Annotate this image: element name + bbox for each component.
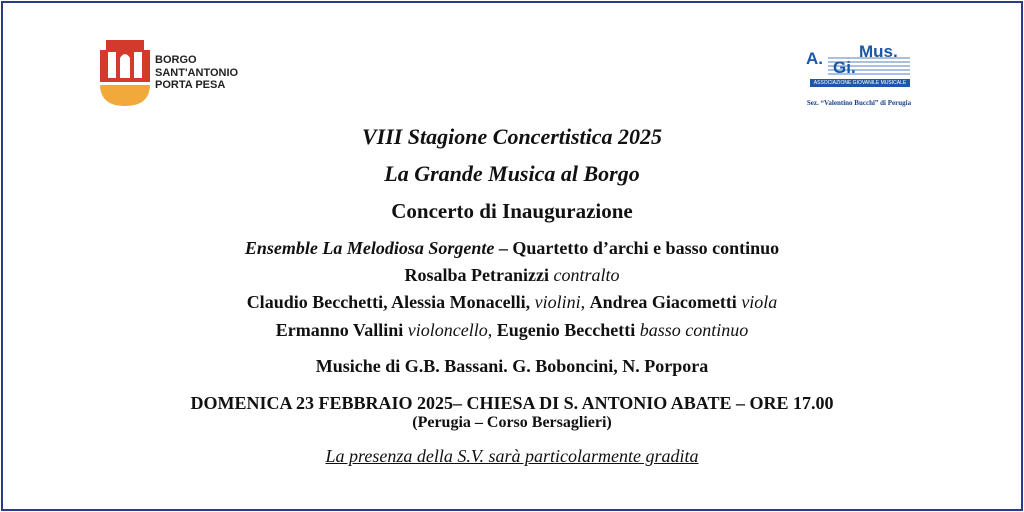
singer-role: contralto	[548, 265, 620, 285]
cellist-name: Ermanno Vallini	[275, 320, 404, 340]
violist-role: viola	[736, 292, 778, 312]
bass-player-role: basso continuo	[635, 320, 749, 340]
violist-name: Andrea Giacometti	[589, 292, 737, 312]
borgo-logo-line: SANT'ANTONIO	[155, 66, 239, 79]
borgo-logo	[98, 38, 258, 110]
agimus-gi: Gi.	[833, 58, 856, 77]
event-location: (Perugia – Corso Bersaglieri)	[412, 414, 612, 431]
closing-line	[0, 446, 1024, 467]
borgo-logo-text	[155, 54, 238, 92]
separator: ,	[487, 320, 497, 340]
agimus-section: Sez. “Valentino Bucchi” di Perugia	[806, 99, 912, 107]
separator: ,	[580, 292, 590, 312]
ensemble-description: – Quartetto d’archi e basso continuo	[494, 238, 780, 258]
program-line: Musiche di G.B. Bassani. G. Boboncini, N. Porpora	[315, 356, 709, 376]
ensemble-line	[0, 238, 1024, 259]
agimus-mark	[806, 40, 910, 92]
agimus-band: ASSOCIAZIONE GIOVANILE MUSICALE	[810, 79, 910, 87]
season-title: VIII Stagione Concertistica 2025	[361, 124, 663, 149]
concert-title: Concerto di Inaugurazione	[391, 199, 633, 223]
singer-line	[0, 265, 1024, 286]
series-title: La Grande Musica al Borgo	[384, 161, 640, 186]
agimus-mus: Mus.	[859, 42, 898, 61]
closing-text: La presenza della S.V. sarà particolarmente gradita	[325, 446, 699, 466]
bass-player-name: Eugenio Becchetti	[496, 320, 636, 340]
strings-line	[0, 292, 1024, 313]
cellist-role: violoncello	[403, 320, 488, 340]
agimus-a: A.	[806, 49, 823, 68]
ensemble-name: Ensemble La Melodiosa Sorgente	[244, 238, 495, 258]
borgo-logo-line: PORTA PESA	[155, 79, 226, 91]
borgo-emblem-icon	[98, 38, 152, 108]
event-datetime: DOMENICA 23 FEBBRAIO 2025– CHIESA DI S. ANTONIO ABATE – ORE 17.00	[190, 393, 834, 413]
borgo-logo-line: BORGO	[155, 54, 197, 66]
singer-name: Rosalba Petranizzi	[404, 265, 549, 285]
agimus-logo	[800, 40, 918, 112]
violinists-names: Claudio Becchetti, Alessia Monacelli,	[246, 292, 531, 312]
continuo-line	[0, 320, 1024, 341]
violinists-role: violini	[530, 292, 581, 312]
